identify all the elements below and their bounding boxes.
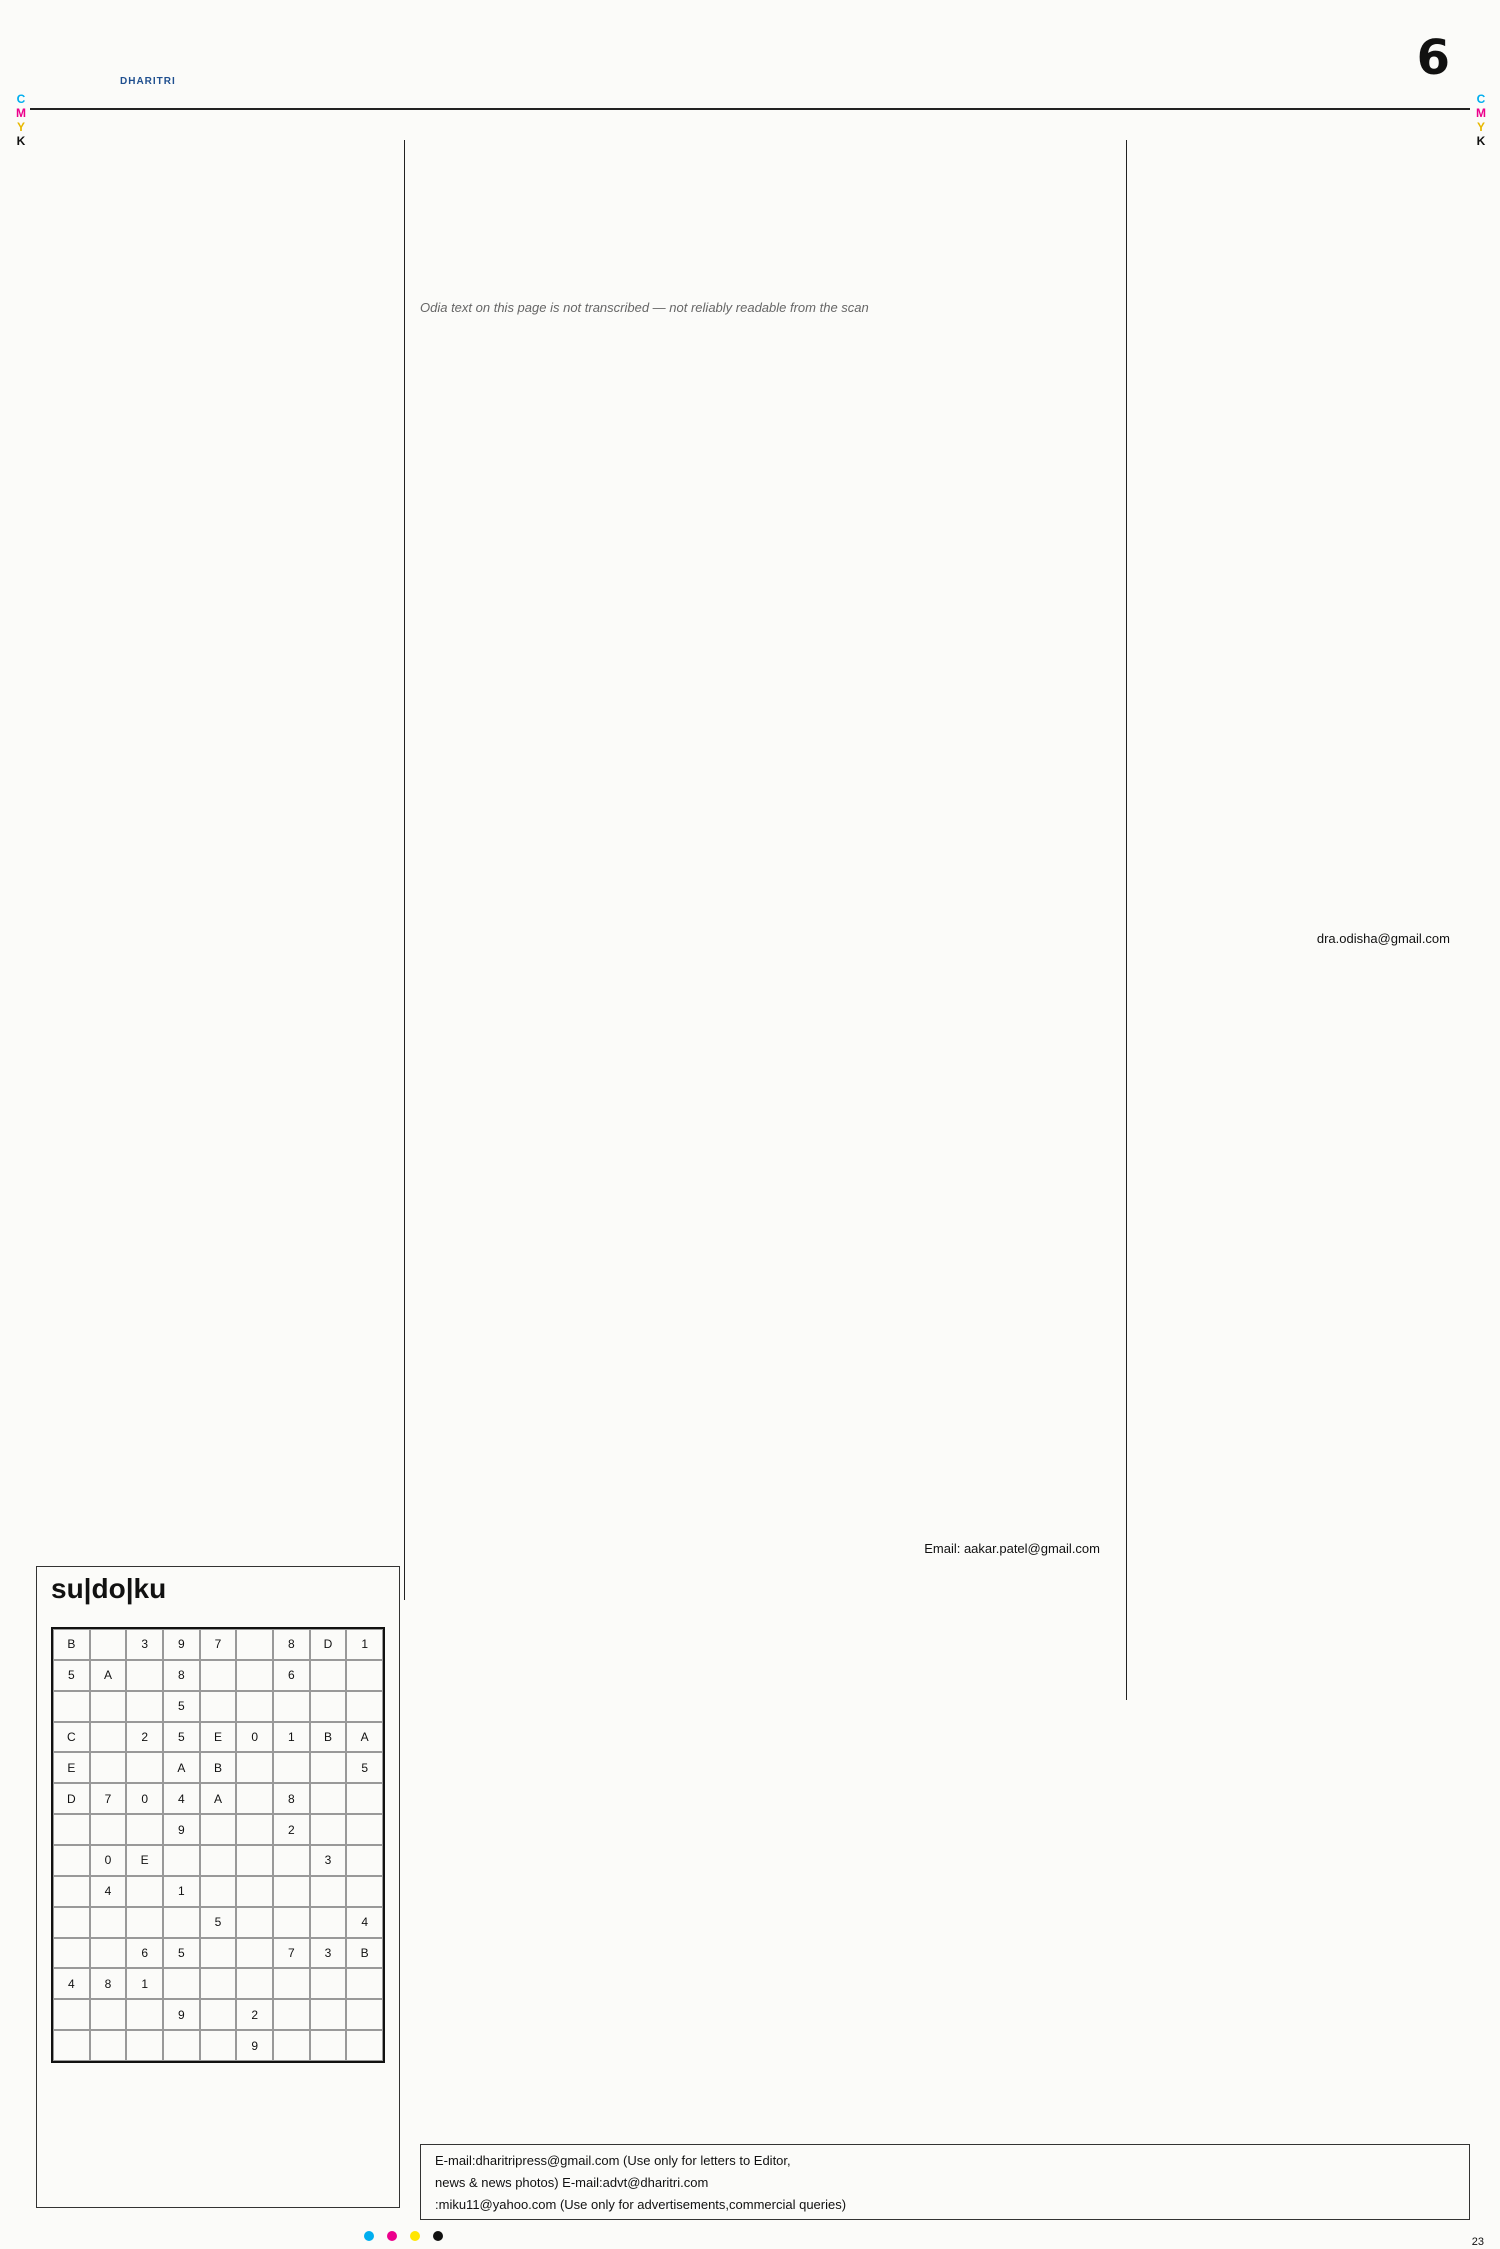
letters-footer-line2: news & news photos) E-mail:advt@dharitri.com — [435, 2175, 709, 2190]
sudoku-cell — [236, 1938, 273, 1969]
sudoku-grid — [51, 1627, 385, 2063]
black-swatch — [433, 2231, 443, 2241]
sudoku-cell — [310, 2030, 347, 2061]
sudoku-cell — [310, 1907, 347, 1938]
letters-footer — [420, 2144, 1470, 2220]
sudoku-cell — [90, 1722, 127, 1753]
sudoku-cell: 3 — [126, 1629, 163, 1660]
sudoku-cell — [53, 1907, 90, 1938]
sudoku-cell — [90, 1691, 127, 1722]
sudoku-cell — [310, 1876, 347, 1907]
top-rule — [30, 108, 1470, 110]
sudoku-cell — [163, 1907, 200, 1938]
sudoku-cell — [126, 1660, 163, 1691]
letters-footer-line1: E-mail:dharitripress@gmail.com (Use only for letters to Editor, — [435, 2153, 791, 2168]
sudoku-cell — [126, 1691, 163, 1722]
logo — [70, 24, 290, 87]
sudoku-cell — [346, 2030, 383, 2061]
sudoku-cell: C — [53, 1722, 90, 1753]
sudoku-cell: 8 — [273, 1629, 310, 1660]
sudoku-cell: 7 — [90, 1783, 127, 1814]
sudoku-cell: 5 — [163, 1691, 200, 1722]
logo-latin: DHARITRI — [120, 76, 176, 87]
sudoku-cell — [200, 1814, 237, 1845]
cmyk-mark: C M Y K — [16, 92, 26, 148]
sudoku-cell — [236, 1876, 273, 1907]
sudoku-cell — [53, 1814, 90, 1845]
sudoku-cell: A — [90, 1660, 127, 1691]
sudoku-cell — [346, 1660, 383, 1691]
sudoku-cell: 3 — [310, 1845, 347, 1876]
sudoku-cell — [126, 1907, 163, 1938]
sudoku-cell — [236, 1783, 273, 1814]
sudoku-cell: 4 — [53, 1968, 90, 1999]
sudoku-cell — [273, 1876, 310, 1907]
sudoku-cell: 4 — [163, 1783, 200, 1814]
sudoku-cell: B — [53, 1629, 90, 1660]
sudoku-cell — [53, 1876, 90, 1907]
sudoku-cell — [90, 1938, 127, 1969]
sudoku-cell: 1 — [273, 1722, 310, 1753]
sudoku-cell: 3 — [310, 1938, 347, 1969]
sudoku-cell — [200, 1999, 237, 2030]
sudoku-cell — [273, 1999, 310, 2030]
sudoku-cell: 8 — [163, 1660, 200, 1691]
sudoku-cell — [53, 1999, 90, 2030]
sudoku-cell: 8 — [90, 1968, 127, 1999]
sudoku-cell — [310, 1691, 347, 1722]
sudoku-cell — [200, 2030, 237, 2061]
sudoku-cell — [346, 1845, 383, 1876]
sudoku-cell — [310, 1814, 347, 1845]
sudoku-cell — [126, 1814, 163, 1845]
masthead — [30, 24, 1470, 104]
sudoku-cell: D — [310, 1629, 347, 1660]
sudoku-cell — [200, 1845, 237, 1876]
sudoku-cell — [310, 1968, 347, 1999]
transcription-note: Odia text on this page is not transcribed — not reliably readable from the scan — [420, 300, 869, 315]
sudoku-cell — [346, 1783, 383, 1814]
sudoku-cell: 9 — [163, 1999, 200, 2030]
sudoku-cell: 2 — [273, 1814, 310, 1845]
sudoku-cell — [273, 1691, 310, 1722]
sudoku-cell: 5 — [53, 1660, 90, 1691]
sudoku-cell — [53, 2030, 90, 2061]
sudoku-cell: 7 — [273, 1938, 310, 1969]
color-bar — [360, 2226, 447, 2245]
sudoku-cell: B — [346, 1938, 383, 1969]
column-1-email: Email: aakar.patel@gmail.com — [924, 1541, 1100, 1556]
sudoku-cell: 6 — [126, 1938, 163, 1969]
sudoku-cell — [346, 1876, 383, 1907]
sudoku-cell — [90, 1907, 127, 1938]
sudoku-cell: 7 — [200, 1629, 237, 1660]
column-divider — [404, 140, 405, 1600]
sudoku-cell: A — [200, 1783, 237, 1814]
sudoku-cell: 8 — [273, 1783, 310, 1814]
sudoku-cell: B — [310, 1722, 347, 1753]
sudoku-cell: D — [53, 1783, 90, 1814]
sudoku-cell: 2 — [236, 1999, 273, 2030]
sudoku-cell: 5 — [200, 1907, 237, 1938]
sudoku-cell — [163, 1845, 200, 1876]
sudoku-cell — [53, 1845, 90, 1876]
sudoku-cell — [90, 1752, 127, 1783]
sudoku-cell: 0 — [126, 1783, 163, 1814]
sudoku-cell: 9 — [163, 1814, 200, 1845]
sudoku-cell — [163, 2030, 200, 2061]
sudoku-box — [36, 1566, 400, 2208]
sudoku-cell — [346, 1814, 383, 1845]
letters-footer-line3: :miku11@yahoo.com (Use only for advertisements,commercial queries) — [435, 2197, 847, 2212]
sudoku-cell: 1 — [346, 1629, 383, 1660]
sudoku-cell: E — [126, 1845, 163, 1876]
sudoku-cell — [53, 1938, 90, 1969]
sudoku-cell: 5 — [346, 1752, 383, 1783]
sudoku-cell: 0 — [90, 1845, 127, 1876]
sudoku-cell: E — [53, 1752, 90, 1783]
sudoku-cell — [236, 1968, 273, 1999]
sudoku-cell — [126, 1876, 163, 1907]
sudoku-cell — [53, 1691, 90, 1722]
sudoku-cell — [310, 1660, 347, 1691]
sudoku-cell — [346, 1968, 383, 1999]
cmyk-mark: C M Y K — [1476, 92, 1486, 148]
sudoku-cell — [163, 1968, 200, 1999]
sudoku-cell: E — [200, 1722, 237, 1753]
column-divider — [1126, 140, 1127, 1700]
sudoku-cell — [273, 1968, 310, 1999]
sudoku-cell — [273, 1907, 310, 1938]
sudoku-cell — [236, 1629, 273, 1660]
sudoku-cell — [236, 1907, 273, 1938]
sudoku-cell — [310, 1999, 347, 2030]
sudoku-cell: 9 — [236, 2030, 273, 2061]
sudoku-latin-title: su|do|ku — [51, 1573, 167, 1604]
sudoku-cell: 1 — [163, 1876, 200, 1907]
yellow-swatch — [410, 2231, 420, 2241]
sudoku-cell: 6 — [273, 1660, 310, 1691]
sudoku-cell — [126, 1752, 163, 1783]
sudoku-cell — [200, 1876, 237, 1907]
sudoku-cell — [90, 1999, 127, 2030]
sudoku-cell — [310, 1752, 347, 1783]
page-number: 23 — [1471, 2236, 1484, 2248]
sudoku-cell — [273, 1752, 310, 1783]
magenta-swatch — [387, 2231, 397, 2241]
sudoku-cell — [90, 2030, 127, 2061]
sudoku-cell — [126, 2030, 163, 2061]
sudoku-cell — [236, 1752, 273, 1783]
sudoku-cell: 2 — [126, 1722, 163, 1753]
sudoku-cell: 5 — [163, 1722, 200, 1753]
sudoku-cell: 0 — [236, 1722, 273, 1753]
sudoku-cell — [273, 2030, 310, 2061]
sudoku-cell: 5 — [163, 1938, 200, 1969]
sudoku-cell — [90, 1629, 127, 1660]
sudoku-cell — [310, 1783, 347, 1814]
sudoku-cell — [90, 1814, 127, 1845]
sudoku-cell — [200, 1660, 237, 1691]
sudoku-cell: B — [200, 1752, 237, 1783]
sudoku-cell — [236, 1814, 273, 1845]
sudoku-cell: 4 — [346, 1907, 383, 1938]
sudoku-cell — [200, 1938, 237, 1969]
sudoku-cell — [200, 1968, 237, 1999]
sudoku-cell — [273, 1845, 310, 1876]
sudoku-cell: 9 — [163, 1629, 200, 1660]
sudoku-cell — [236, 1660, 273, 1691]
sudoku-cell: 4 — [90, 1876, 127, 1907]
sudoku-cell: A — [346, 1722, 383, 1753]
sudoku-cell — [236, 1691, 273, 1722]
page-number-top: 6 — [1416, 30, 1450, 86]
sudoku-cell — [236, 1845, 273, 1876]
sudoku-cell — [126, 1999, 163, 2030]
sudoku-cell: 1 — [126, 1968, 163, 1999]
sudoku-cell: A — [163, 1752, 200, 1783]
sudoku-cell — [346, 1999, 383, 2030]
sudoku-cell — [200, 1691, 237, 1722]
sudoku-cell — [346, 1691, 383, 1722]
cyan-swatch — [364, 2231, 374, 2241]
column-2-contact: dra.odisha@gmail.com — [1316, 931, 1450, 946]
